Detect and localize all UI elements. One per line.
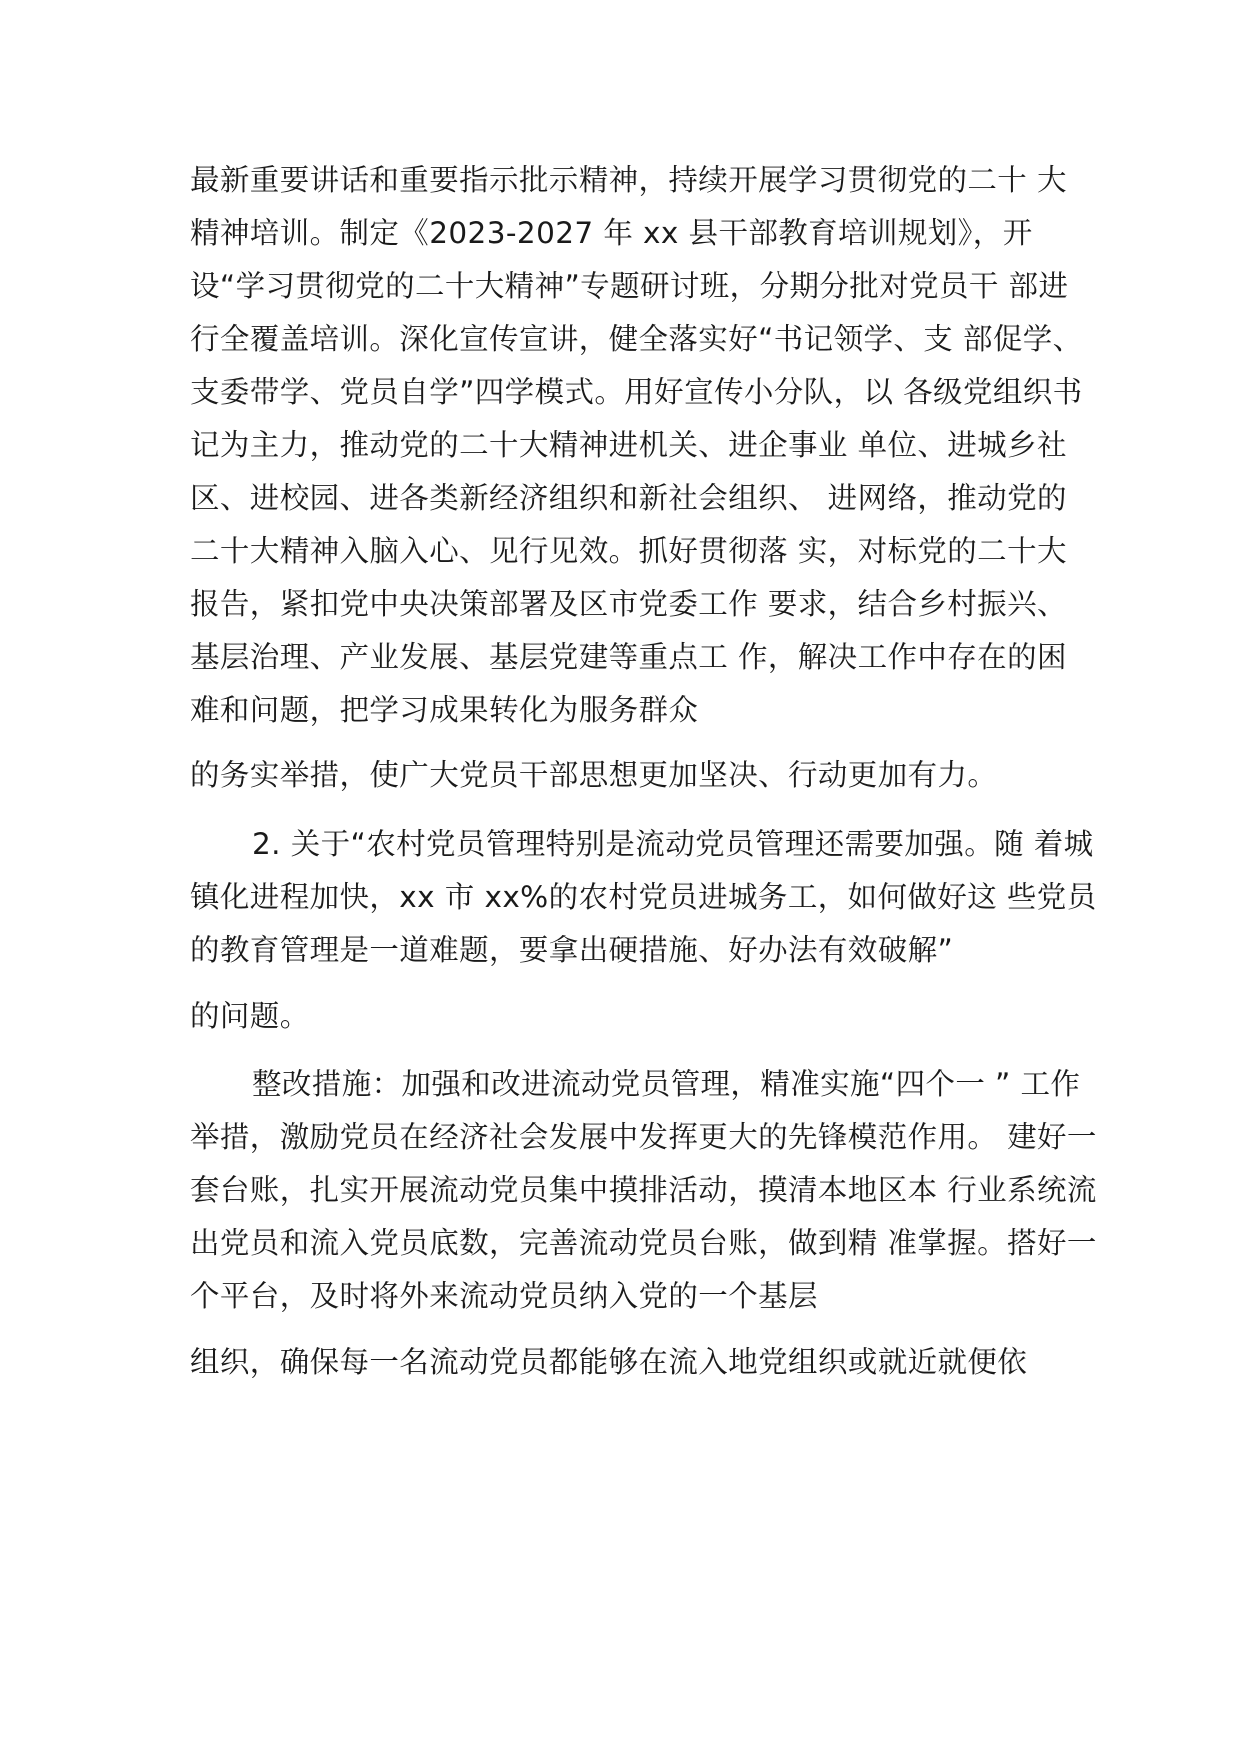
text-line-1: 最新重要讲话和重要指示批示精神，持续开展学习贯彻党的二十 大	[190, 163, 1067, 197]
text-line-10: 基层治理、产业发展、基层党建等重点工 作，解决工作中存在的困	[190, 640, 1067, 674]
text-line-22: 组织，确保每一名流动党员都能够在流入地党组织或就近就便依	[190, 1345, 1028, 1379]
text-line-7: 区、进校园、进各类新经济组织和新社会组织、 进网络，推动党的	[190, 481, 1067, 515]
text-line-2: 精神培训。制定《2023-2027 年 xx 县干部教育培训规划》，开	[190, 216, 1033, 250]
text-line-15: 的教育管理是一道难题，要拿出硬措施、好办法有效破解”	[190, 933, 954, 967]
text-line-16: 的问题。	[190, 999, 310, 1033]
text-line-13: 2. 关于“农村党员管理特别是流动党员管理还需要加强。随 着城	[252, 827, 1094, 861]
text-line-3: 设“学习贯彻党的二十大精神”专题研讨班，分期分批对党员干 部进	[190, 269, 1069, 303]
text-line-5: 支委带学、党员自学”四学模式。用好宣传小分队，以 各级党组织书	[190, 375, 1083, 409]
text-line-18: 举措，激励党员在经济社会发展中发挥更大的先锋模范作用。 建好一	[190, 1120, 1097, 1154]
text-line-11: 难和问题，把学习成果转化为服务群众	[190, 693, 699, 727]
text-line-20: 出党员和流入党员底数，完善流动党员台账，做到精 准掌握。搭好一	[190, 1226, 1097, 1260]
text-line-14: 镇化进程加快，xx 市 xx%的农村党员进城务工，如何做好这 些党员	[190, 880, 1097, 914]
text-line-17: 整改措施：加强和改进流动党员管理，精准实施“四个一 ” 工作	[252, 1067, 1081, 1101]
text-line-21: 个平台，及时将外来流动党员纳入党的一个基层	[190, 1279, 818, 1313]
text-line-19: 套台账，扎实开展流动党员集中摸排活动，摸清本地区本 行业系统流	[190, 1173, 1097, 1207]
text-line-9: 报告，紧扣党中央决策部署及区市党委工作 要求，结合乡村振兴、	[190, 587, 1067, 621]
text-line-12: 的务实举措，使广大党员干部思想更加坚决、行动更加有力。	[190, 758, 998, 792]
text-line-4: 行全覆盖培训。深化宣传宣讲，健全落实好“书记领学、支 部促学、	[190, 322, 1083, 356]
text-line-6: 记为主力，推动党的二十大精神进机关、进企事业 单位、进城乡社	[190, 428, 1067, 462]
text-line-8: 二十大精神入脑入心、见行见效。抓好贯彻落 实，对标党的二十大	[190, 534, 1067, 568]
